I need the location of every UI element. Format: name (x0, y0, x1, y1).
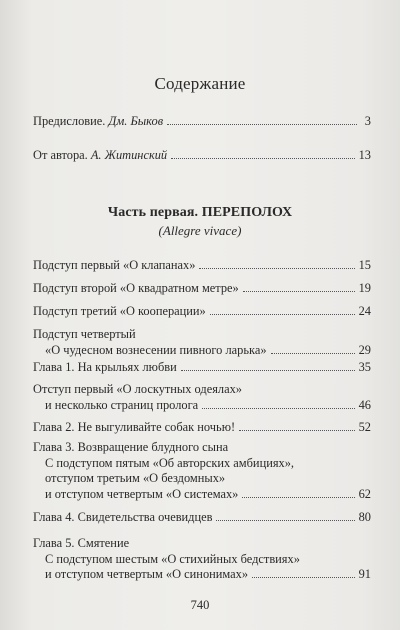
entry-line (33, 398, 371, 414)
entry-line (33, 552, 371, 568)
entry-author: Дм. Быков (108, 114, 164, 128)
toc-entry (33, 258, 371, 274)
toc-entry (33, 360, 371, 376)
entry-text: Глава 1. На крыльях любви (33, 360, 177, 374)
entry-title: От автора. (33, 148, 91, 162)
toc-entry (33, 536, 371, 583)
entry-page: 52 (358, 420, 371, 434)
entry-line (33, 382, 371, 398)
toc-entry (33, 304, 371, 320)
entry-text: Подступ первый «О клапанах» (33, 258, 196, 272)
entry-text: и отступом четвертым «О синонимах» (45, 567, 249, 581)
entry-text: Отступ первый «О лоскутных одеялах» (33, 382, 242, 396)
dot-leader (202, 398, 354, 409)
toc-entry (33, 327, 371, 358)
entry-text: Подступ четвертый (33, 327, 136, 341)
entry-text: Глава 2. Не выгуливайте собак ночью! (33, 420, 236, 434)
dot-leader (171, 148, 354, 159)
page-number: 740 (190, 598, 210, 612)
entry-text: Подступ третий «О кооперации» (33, 304, 206, 318)
entry-line (33, 456, 371, 472)
entry-text: «О чудесном вознесении пивного ларька» (45, 342, 267, 357)
entry-text: и несколько страниц пролога (45, 397, 199, 412)
entry-text: Подступ второй «О квадратном метре» (33, 281, 239, 295)
dot-leader (216, 510, 354, 521)
dot-leader (271, 343, 355, 354)
dot-leader (199, 258, 354, 269)
toc-entry (33, 382, 371, 413)
entry-page: 24 (358, 304, 371, 318)
entry-line (33, 343, 371, 359)
toc-entry (33, 440, 371, 502)
toc-entry (33, 281, 371, 297)
toc-heading: Содержание (154, 74, 246, 93)
entry-text: и отступом четвертым «О системах» (45, 486, 239, 501)
entry-line (33, 281, 371, 297)
entry-page: 29 (358, 342, 371, 357)
entry-page: 35 (358, 360, 371, 374)
part-subtitle: (Allegre vivace) (158, 223, 242, 238)
entry-page: 46 (358, 397, 371, 412)
entry-page: 13 (358, 148, 371, 162)
dot-leader (243, 281, 355, 292)
part-title: Часть первая. ПЕРЕПОЛОХ (107, 205, 293, 220)
entry-line (33, 327, 371, 343)
entry-line (33, 258, 371, 274)
entry-page: 15 (358, 258, 371, 272)
toc-entry (33, 510, 371, 526)
entry-page: 3 (364, 114, 371, 128)
entry-line (33, 510, 371, 526)
entry-text: Глава 5. Смятение (33, 536, 130, 550)
dot-leader (181, 360, 355, 371)
dot-leader (167, 114, 357, 125)
entry-text: отступом третьим «О бездомных» (45, 471, 226, 485)
entry-text: С подступом пятым «Об авторских амбициях», (45, 455, 295, 470)
dot-leader (210, 304, 355, 315)
entry-text: Глава 3. Возвращение блудного сына (33, 440, 229, 454)
entry-page: 19 (358, 281, 371, 295)
entry-line (33, 487, 371, 503)
dot-leader (242, 487, 354, 498)
entry-line (33, 360, 371, 376)
entry-line (33, 471, 371, 487)
toc-entry-author-note (33, 148, 371, 164)
entry-author: А. Житинский (90, 148, 168, 162)
dot-leader (252, 567, 355, 578)
entry-page: 62 (358, 486, 371, 501)
entry-page: 80 (358, 510, 371, 524)
toc-entry (33, 420, 371, 436)
entry-line (33, 420, 371, 436)
entry-line (33, 304, 371, 320)
entry-text: С подступом шестым «О стихийных бедствиях» (45, 551, 300, 566)
entry-page: 91 (358, 567, 371, 581)
entry-text: Глава 4. Свидетельства очевидцев (33, 510, 213, 524)
entry-line (33, 536, 371, 552)
entry-line (33, 440, 371, 456)
entry-line (33, 567, 371, 583)
toc-entry-preface (33, 114, 371, 130)
entry-title: Предисловие. (33, 114, 109, 128)
dot-leader (239, 420, 355, 431)
